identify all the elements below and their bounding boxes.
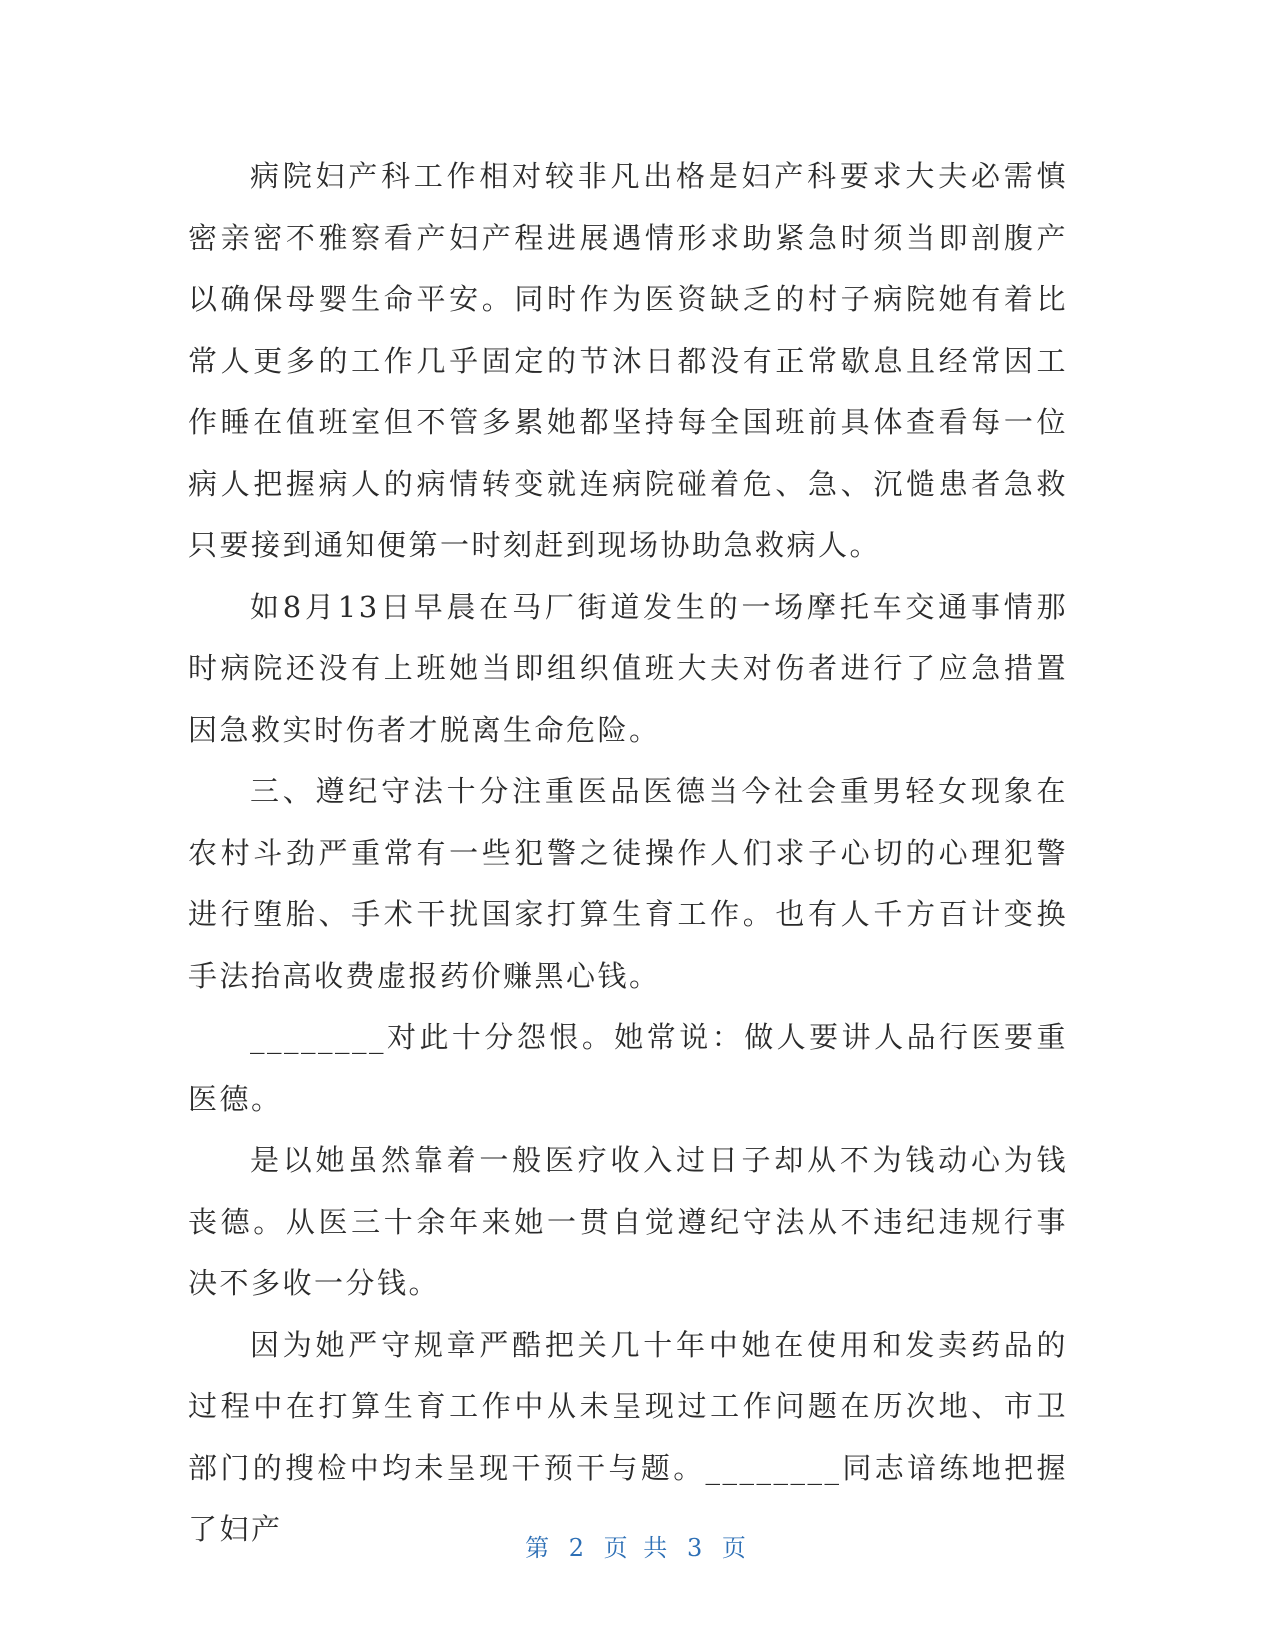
paragraph: 如8月13日早晨在马厂街道发生的一场摩托车交通事情那时病院还没有上班她当即组织值班大夫对伤者进行了应急措置因急救实时伤者才脱离生命危险。 (188, 589, 1068, 747)
paragraph: 三、遵纪守法十分注重医品医德当今社会重男轻女现象在农村斗劲严重常有一些犯警之徒操作人们求子心切的心理犯警进行堕胎、手术干扰国家打算生育工作。也有人千方百计变换手法抬高收费虚报药价赚黑心钱。 (188, 774, 1068, 993)
page-footer (0, 1528, 1275, 1563)
paragraph: 是以她虽然靠着一般医疗收入过日子却从不为钱动心为钱丧德。从医三十余年来她一贯自觉遵纪守法从不违纪违规行事决不多收一分钱。 (188, 1143, 1068, 1300)
footer-total-pages: 3 (686, 1534, 707, 1562)
footer-prefix: 第 (525, 1534, 554, 1562)
paragraph: 病院妇产科工作相对较非凡出格是妇产科要求大夫必需慎密亲密不雅察看产妇产程进展遇情形求助紧急时须当即剖腹产以确保母婴生命平安。同时作为医资缺乏的村子病院她有着比常人更多的工作几乎固定的节沐日都没有正常歇息且经常因工作睡在值班室但不管多累她都坚持每全国班前具体查看每一位病人把握病人的病情转变就连病院碰着危、急、沉慥患者急救只要接到通知便第一时刻赶到现场协助急救病人。 (188, 159, 1068, 562)
paragraph: 因为她严守规章严酷把关几十年中她在使用和发卖药品的过程中在打算生育工作中从未呈现过工作问题在历次地、市卫部门的搜检中均未呈现干预干与题。________同志谙练地把握了妇产 (188, 1327, 1068, 1546)
paragraph: ________对此十分怨恨。她常说：做人要讲人品行医要重医德。 (188, 1020, 1068, 1116)
footer-page-number: 2 (568, 1534, 589, 1562)
footer-middle: 页 共 (603, 1534, 672, 1562)
footer-suffix: 页 (721, 1534, 750, 1562)
document-body (188, 146, 1068, 1561)
